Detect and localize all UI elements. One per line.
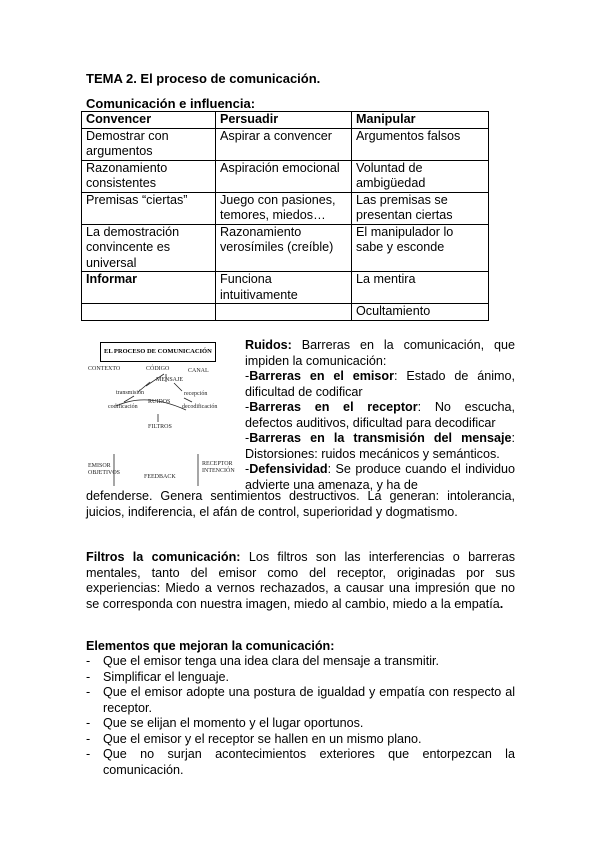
table-cell [216,304,352,321]
diagram-title: EL PROCESO DE COMUNICACIÓN [100,342,216,362]
diagram-label: decodificación [182,404,218,410]
item-label: Barreras en el receptor [249,400,418,414]
item-text: Que se elijan el momento y el lugar oportunos. [103,716,364,730]
filtros-paragraph [86,550,515,612]
table-cell: Las premisas se presentan ciertas [352,192,489,224]
page-title: TEMA 2. El proceso de comunicación. [86,71,321,86]
elementos-title: Elementos que mejoran la comunicación: [86,639,335,653]
list-item: -Barreras en la transmisión del mensaje: Distorsiones: ruidos mecánicos y semánticos. [245,431,515,461]
table-cell: La mentira [352,272,489,304]
influence-table [81,111,489,321]
table-header-row [82,112,489,129]
defensividad-continuation [86,489,515,520]
table-cell: El manipulador lo sabe y esconde [352,224,489,272]
list-item: -Barreras en el emisor: Estado de ánimo, dificultad de codificar [245,369,515,399]
item-text: Simplificar el lenguaje. [103,669,229,684]
item-text: Que el emisor tenga una idea clara del mensaje a transmitir. [103,654,440,668]
diagram-label: FEEDBACK [144,474,176,480]
diagram-label: OBJETIVOS [88,470,121,476]
item-text: : Distorsiones: ruidos mecánicos y semánticos. [245,431,515,461]
list-item: - Que no surjan acontecimientos exteriores que entorpezcan la comunicación. [86,747,515,777]
item-text: : No escucha, defectos auditivos, dificultad para decodificar [245,400,515,430]
elementos-list [86,654,515,778]
table-cell [82,304,216,321]
header-persuadir: Persuadir [216,112,352,129]
table-caption: Comunicación e influencia: [86,96,256,111]
table-cell: Aspiración emocional [216,160,352,192]
item-text: Que el emisor adopte una postura de igualdad y empatía con respecto al receptor. [103,685,515,715]
list-item: - Que el emisor y el receptor se hallen en un mismo plano. [86,731,422,746]
list-item: - Que el emisor tenga una idea clara del mensaje a transmitir. [86,654,440,668]
item-text: : Se produce cuando el individuo advierte una amenaza, y ha de [245,462,515,492]
ruidos-text: Barreras en la comunicación, que impiden la comunicación: [245,338,515,368]
diagram-label: CONTEXTO [88,366,121,372]
header-manipular: Manipular [352,112,489,129]
item-text: : Estado de ánimo, dificultad de codificar [245,369,515,399]
table-cell: Premisas “ciertas” [82,192,216,224]
table-cell: Aspirar a convencer [216,128,352,160]
table-cell: Demostrar con argumentos [82,128,216,160]
filtros-section [86,550,515,612]
diagram-label: transmisión [116,390,144,396]
item-text: Que el emisor y el receptor se hallen en un mismo plano. [103,731,422,746]
list-item: - Que se elijan el momento y el lugar oportunos. [86,716,364,730]
table-cell: Juego con pasiones, temores, miedos… [216,192,352,224]
communication-process-diagram [86,336,236,486]
filtros-text: Los filtros son las interferencias o barreras mentales, tanto del emisor como del receptor, originadas por sus experiencias: Miedo a vernos rechazados, a causar una impresión que no se corresponda con nuestra imagen, miedo al cambio, miedo a la empatía [86,550,515,611]
table-cell: Argumentos falsos [352,128,489,160]
diagram-label: EMISOR [88,463,111,469]
table-cell: La demostración convincente es universal [82,224,216,272]
diagram-label: RECEPTOR [202,461,233,467]
table-row [82,160,489,192]
filtros-end: . [499,596,504,611]
list-item: -Defensividad: Se produce cuando el individuo advierte una amenaza, y ha de [245,462,515,492]
continuation-text: defenderse. Genera sentimientos destructivos. La generan: intolerancia, juicios, indiferencia, el afán de control, superioridad y dogmatismo. [86,489,515,519]
filtros-label: Filtros la comunicación: [86,550,241,564]
table-cell: Razonamiento verosímiles (creíble) [216,224,352,272]
ruidos-intro [245,338,515,369]
list-item: - Que el emisor adopte una postura de igualdad y empatía con respecto al receptor. [86,685,515,715]
table-cell: Voluntad de ambigüedad [352,160,489,192]
table-cell: Funciona intuitivamente [216,272,352,304]
ruidos-section [245,338,515,493]
item-text: Que no surjan acontecimientos exteriores que entorpezcan la comunicación. [103,747,515,777]
diagram-label: FILTROS [148,424,172,430]
table-row [82,304,489,321]
item-label: Barreras en el emisor [249,369,394,383]
diagram-label: MENSAJE [156,377,184,383]
table-row [82,224,489,272]
table-cell: Informar [82,272,216,304]
item-label: Defensividad [249,462,328,476]
table-row [82,192,489,224]
diagram-label: RUIDOS [148,399,171,405]
table-row [82,272,489,304]
table-cell: Razonamiento consistentes [82,160,216,192]
list-item: -Barreras en el receptor: No escucha, defectos auditivos, dificultad para decodificar [245,400,515,430]
item-label: Barreras en la transmisión del mensaje [249,431,512,445]
ruidos-label: Ruidos: [245,338,292,352]
diagram-label: CANAL [188,368,209,374]
diagram-label: CÓDIGO [146,366,170,372]
diagram-label: codificación [108,404,138,410]
diagram-label: recepción [184,391,208,397]
table-row [82,128,489,160]
table-cell: Ocultamiento [352,304,489,321]
header-convencer: Convencer [82,112,216,129]
diagram-label: INTENCIÓN [202,468,235,474]
list-item: - Simplificar el lenguaje. [86,669,229,684]
